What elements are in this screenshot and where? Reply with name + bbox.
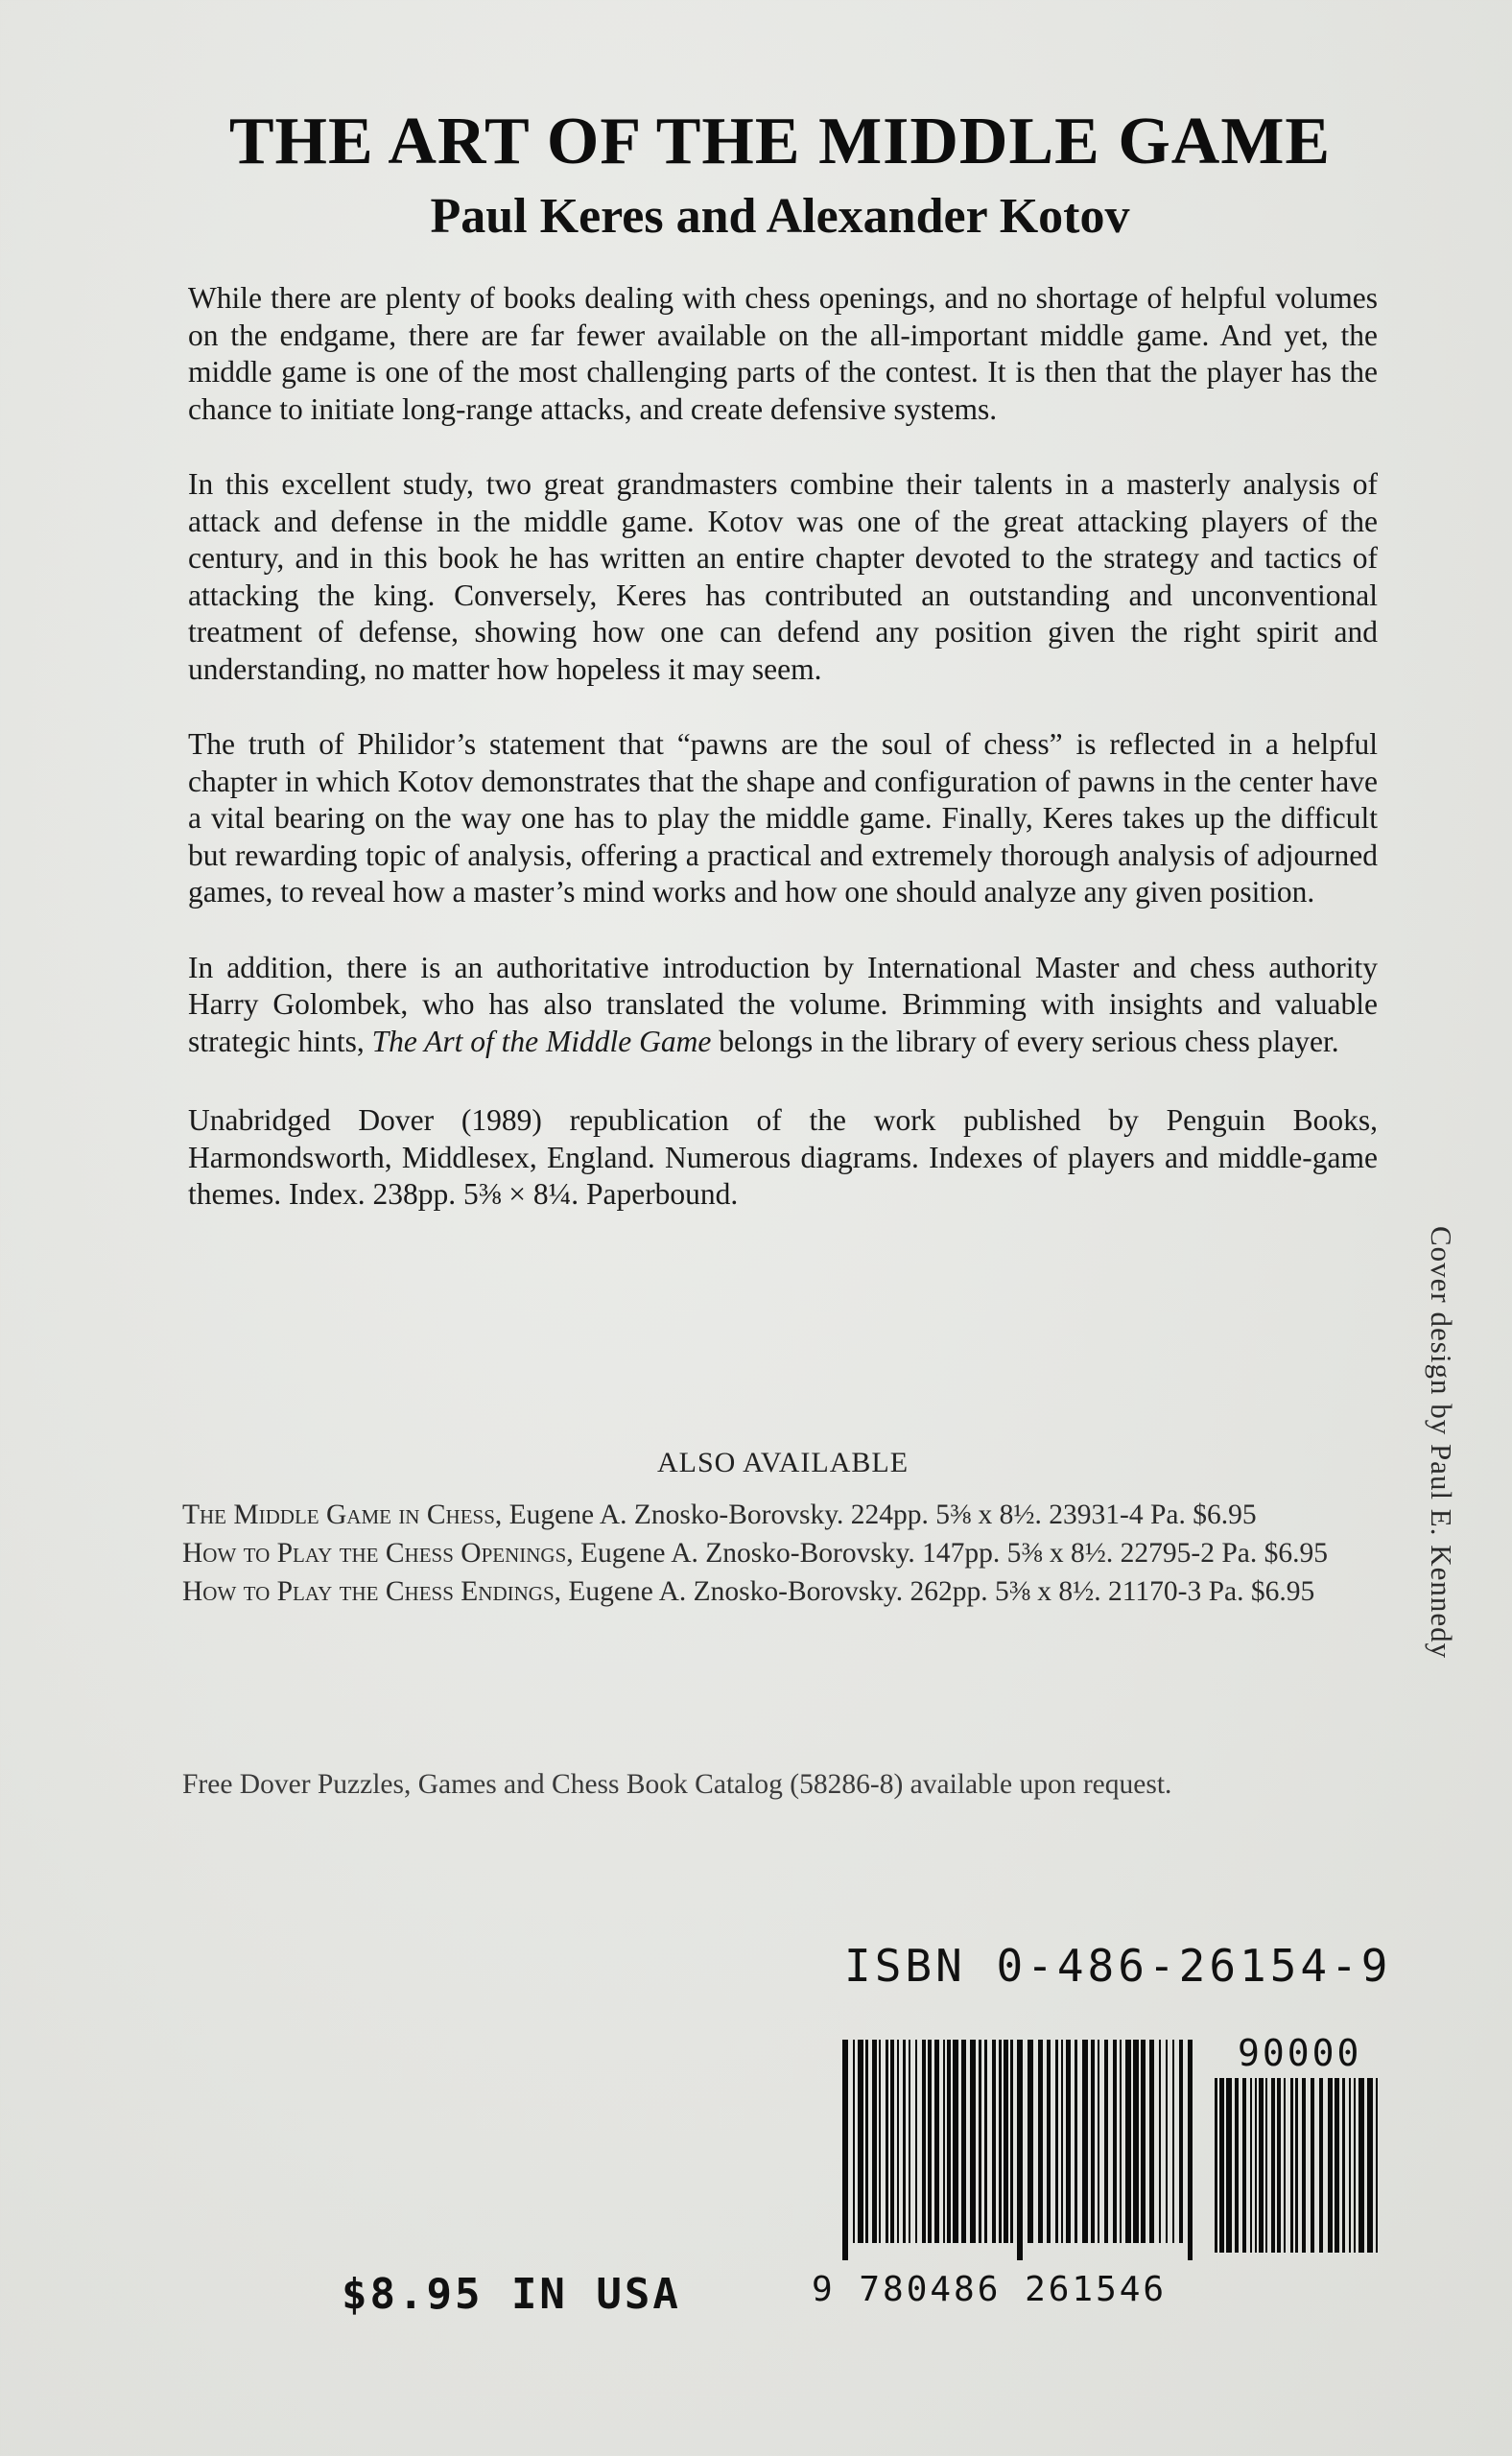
barcode-bar	[1349, 2078, 1351, 2253]
barcode-bar	[1367, 2078, 1373, 2253]
ean-barcode-bars	[840, 2040, 1197, 2260]
barcode-bar	[1179, 2040, 1183, 2243]
barcode-bar	[1376, 2078, 1378, 2253]
also-available-item-details: , Eugene A. Znosko-Borovsky. 147pp. 5⅜ x 8½. 22795-2 Pa. $6.95	[566, 1538, 1328, 1569]
barcode-bar	[1091, 2040, 1095, 2243]
also-available-heading: ALSO AVAILABLE	[656, 1447, 910, 1478]
barcode-bar	[1235, 2078, 1239, 2253]
isbn-number: ISBN 0-486-26154-9	[844, 1940, 1392, 1992]
barcode-bar	[1295, 2078, 1298, 2253]
barcode-bar	[1028, 2040, 1033, 2243]
barcode-bar	[1120, 2040, 1122, 2243]
barcode-bar	[1082, 2040, 1088, 2243]
barcode-bar	[1125, 2040, 1131, 2243]
barcode-bar	[897, 2040, 899, 2243]
barcode-bar	[1047, 2040, 1051, 2243]
price-label: $8.95 IN USA	[342, 2270, 681, 2319]
barcode-bar	[1159, 2040, 1161, 2243]
barcode-bar	[1010, 2040, 1013, 2243]
barcode-bar	[886, 2040, 888, 2243]
barcode-bar	[984, 2040, 987, 2243]
barcode-bar	[1265, 2078, 1267, 2253]
also-available-item-details: , Eugene A. Znosko-Borovsky. 262pp. 5⅜ x 8½. 21170-3 Pa. $6.95	[554, 1576, 1315, 1607]
addon-barcode-bars	[1213, 2078, 1385, 2270]
barcode-bar	[909, 2040, 910, 2243]
barcode-bar	[1141, 2040, 1146, 2243]
barcode-bar	[1358, 2078, 1364, 2253]
also-available-item-title: The Middle Game in Chess	[182, 1500, 495, 1530]
barcode-bar	[1250, 2078, 1252, 2253]
barcode-bar	[1259, 2078, 1264, 2253]
blurb-paragraph-2: In this excellent study, two great grandmasters combine their talents in a masterly analysis of attack and defense in the middle game. Kotov was one of the great attacking players of the century, and in this book he has written an entire chapter devoted to the strategy and tactics of attacking the king. Conversely, Keres has contributed an outstanding and unconventional treatment of defense, showing how one can defend any position given the right spirit and understanding, no matter how hopeless it may seem.	[188, 467, 1378, 686]
barcode-bar	[879, 2040, 881, 2243]
also-available-item-title: How to Play the Chess Endings	[182, 1576, 555, 1607]
barcode-bar	[1075, 2040, 1077, 2243]
barcode-bar	[1328, 2078, 1333, 2253]
barcode-bar	[865, 2040, 868, 2243]
ean-digits: 9 780486 261546	[812, 2270, 1168, 2309]
blurb-paragraph-4-end: belongs in the library of every serious chess player.	[711, 1024, 1339, 1058]
blurb-paragraph-3: The truth of Philidor’s statement that “pawns are the soul of chess” is reflected in a helpful chapter in which Kotov demonstrates that the shape and configuration of pawns in the center have a vital bearing on the way one has to play the middle game. Finally, Keres takes up the difficult but rewarding topic of analysis, offering a practical and extremely thorough analysis of adjourned games, to reveal how a master’s mind works and how one should analyze any given position.	[188, 727, 1378, 909]
barcode-addon-digits: 90000	[1238, 2032, 1362, 2074]
barcode-bar	[1255, 2078, 1257, 2253]
barcode-bar	[970, 2040, 976, 2243]
barcode-bar	[1055, 2040, 1058, 2243]
barcode-bar	[1017, 2040, 1023, 2260]
barcode-bar	[1066, 2040, 1071, 2243]
also-available-list	[182, 1497, 1382, 1612]
barcode-bar	[1242, 2078, 1246, 2253]
barcode-bar	[1311, 2078, 1314, 2253]
barcode-bar	[947, 2040, 951, 2243]
barcode-bar	[903, 2040, 906, 2243]
barcode-bar	[1302, 2078, 1306, 2253]
barcode-bar	[853, 2040, 855, 2243]
barcode-bar	[1219, 2078, 1224, 2253]
barcode-bar	[979, 2040, 981, 2243]
barcode-bar	[1133, 2040, 1139, 2243]
barcode-bar	[928, 2040, 932, 2243]
book-authors: Paul Keres and Alexander Kotov	[430, 189, 1130, 244]
blurb-book-title-italic: The Art of the Middle Game	[371, 1024, 712, 1058]
also-available-item-title: How to Play the Chess Openings	[182, 1538, 567, 1569]
blurb-paragraph-4-start: In addition, there is an authoritative introduction by International Master and chess authority Harry Golombek, who has also translated the volume. Brimming with insights and valuable strategic hints,	[188, 950, 1378, 1058]
blurb-paragraph-4	[188, 950, 1378, 1061]
barcode-bar	[934, 2040, 939, 2243]
barcode-bar	[842, 2040, 848, 2260]
barcode-bar	[872, 2040, 877, 2243]
barcode-bar	[1172, 2040, 1174, 2243]
barcode-bar	[1113, 2040, 1117, 2243]
barcode-bar	[922, 2040, 926, 2243]
barcode-bar	[858, 2040, 863, 2243]
barcode-bar	[999, 2040, 1002, 2243]
blurb-paragraph-1: While there are plenty of books dealing with chess openings, and no shortage of helpful volumes on the endgame, there are far fewer available on the all-important middle game. And yet, the middle game is one of the most challenging parts of the contest. It is then that the player has the chance to initiate long-range attacks, and create defensive systems.	[188, 281, 1378, 426]
barcode-bar	[1277, 2078, 1281, 2253]
catalog-note: Free Dover Puzzles, Games and Chess Book Catalog (58286-8) available upon request.	[182, 1769, 1172, 1800]
barcode-bar	[1166, 2040, 1168, 2243]
barcode-bar	[953, 2040, 958, 2243]
barcode-bar	[1188, 2040, 1193, 2260]
ean-barcode	[840, 2040, 1197, 2260]
also-available-item	[182, 1497, 1382, 1533]
barcode-bar	[1104, 2040, 1108, 2243]
barcode-bar	[915, 2040, 917, 2243]
barcode-bar	[1284, 2078, 1286, 2253]
barcode-bar	[1098, 2040, 1099, 2243]
barcode-bar	[1061, 2040, 1063, 2243]
cover-design-credit: Cover design by Paul E. Kennedy	[1425, 1226, 1458, 1660]
barcode-bar	[1004, 2040, 1008, 2243]
addon-barcode	[1213, 2078, 1385, 2270]
book-title: THE ART OF THE MIDDLE GAME	[228, 105, 1332, 178]
publication-details: Unabridged Dover (1989) republication of the work published by Penguin Books, Harmondsworth, Middlesex, England. Numerous diagrams. Indexes of players and middle-game themes. Index. 238pp. 5⅜ × 8¼. Paperbound.	[188, 1103, 1378, 1211]
barcode-bar	[1271, 2078, 1275, 2253]
barcode-bar	[1038, 2040, 1043, 2243]
barcode-bar	[1215, 2078, 1217, 2253]
barcode-bar	[1149, 2040, 1154, 2243]
also-available-item	[182, 1573, 1382, 1610]
barcode-bar	[961, 2040, 966, 2243]
barcode-bar	[1335, 2078, 1339, 2253]
barcode-bar	[890, 2040, 894, 2243]
barcode-bar	[1319, 2078, 1323, 2253]
barcode-bar	[1226, 2078, 1232, 2253]
also-available-item-details: , Eugene A. Znosko-Borovsky. 224pp. 5⅜ x 8½. 23931-4 Pa. $6.95	[494, 1500, 1257, 1530]
barcode-bar	[1290, 2078, 1293, 2253]
also-available-item	[182, 1535, 1382, 1571]
blurb	[188, 280, 1378, 1252]
barcode-bar	[1354, 2078, 1356, 2253]
barcode-bar	[992, 2040, 996, 2243]
barcode-bar	[1342, 2078, 1345, 2253]
barcode-bar	[943, 2040, 945, 2243]
